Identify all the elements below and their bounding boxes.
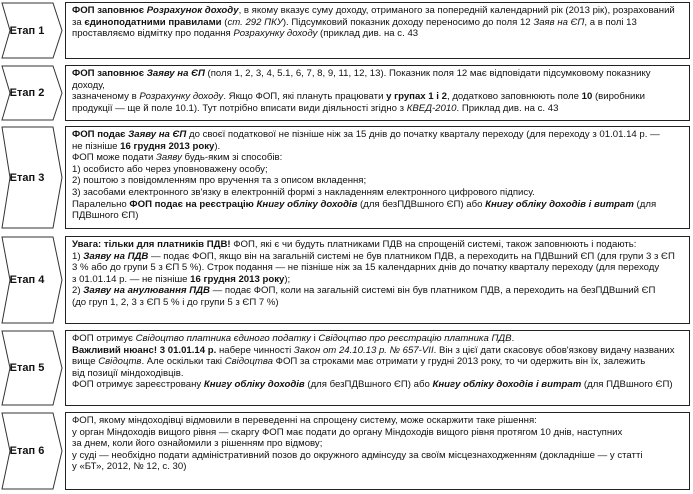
stage-3-line bbox=[72, 164, 684, 176]
stage-6-line bbox=[72, 415, 684, 427]
stage-5 bbox=[1, 330, 691, 406]
stage-2-line bbox=[72, 91, 684, 103]
text-segment: будь-яким зі способів: bbox=[181, 152, 283, 164]
text-segment: Свідоцтва bbox=[224, 356, 274, 368]
stage-6 bbox=[1, 412, 691, 490]
text-segment: 1) особисто або через уповноважену особу; bbox=[72, 163, 268, 175]
stage-2-line bbox=[72, 103, 684, 115]
text-segment: (до груп 1, 2, 3 з ЄП 5 % і до групи 5 з ЄП 7 %) bbox=[72, 296, 279, 308]
stage-1-label: Етап 1 bbox=[9, 24, 45, 37]
text-segment: у орган Міндоходів вищого рівня — скаргу ФОП має подати до органу Міндоходів вищого рівня протягом 10 днів, наступних bbox=[72, 426, 623, 438]
stage-6-line bbox=[72, 438, 684, 450]
text-segment: Важливий нюанс! 3 01.01.14 р. bbox=[72, 344, 217, 356]
stage-1-arrow bbox=[1, 2, 63, 59]
text-segment: . Приклад див. на с. 43 bbox=[456, 102, 559, 114]
stage-3-line bbox=[72, 175, 684, 187]
text-segment: (для безПДВшного ЄП) або bbox=[304, 379, 433, 391]
stage-5-line bbox=[72, 379, 684, 391]
stage-3-line bbox=[72, 187, 684, 199]
text-segment: Свідоцтво платника єдиного податку bbox=[135, 333, 311, 344]
text-segment: ФОП, якому міндоходівці відмовили в переведенні на спрощену систему, може оскаржити таке рішення: bbox=[72, 415, 537, 426]
stage-4-line bbox=[72, 297, 684, 309]
text-segment: Книгу обліку доходів і витрат bbox=[432, 379, 582, 391]
text-segment: за днем, коли його ознайомили з рішенням про відмову; bbox=[72, 438, 323, 450]
text-segment: 16 грудня 2013 року bbox=[190, 273, 285, 285]
stage-1-line bbox=[72, 28, 684, 40]
text-segment: ( bbox=[221, 16, 228, 28]
text-segment: ст. 292 ПКУ bbox=[227, 16, 283, 28]
stage-6-line bbox=[72, 450, 684, 462]
text-segment: за bbox=[72, 16, 85, 28]
text-segment: (виробники bbox=[592, 91, 645, 103]
text-segment: у суді — необхідно подати адміністративний позов до окружного адмінсуду за своїм місцезнаходженням (докладніше — у статті bbox=[72, 449, 643, 461]
text-segment: ФОП подає bbox=[72, 129, 129, 140]
text-segment: , в якому вказує суму доходу, отриманого за попередній календарний рік (2013 рік), розрахований bbox=[238, 5, 675, 16]
text-segment: . bbox=[511, 333, 515, 344]
text-segment: 3) засобами електронного зв'язку в електронній формі з накладенням електронного цифрового підпису. bbox=[72, 186, 535, 198]
text-segment: 16 грудня 2013 року bbox=[120, 140, 215, 152]
stage-4-line bbox=[72, 251, 684, 263]
stage-6-line bbox=[72, 461, 684, 473]
text-segment: Заяву на ЄП bbox=[146, 68, 205, 79]
text-segment: Книгу обліку доходів bbox=[203, 379, 305, 391]
text-segment: від позиції міндоходівців. bbox=[72, 367, 184, 379]
text-segment: до своєї податкової не пізніше ніж за 15 днів до початку кварталу переходу (для переходу з 01.01.14 р. — bbox=[186, 129, 660, 140]
text-segment: ФОП, які є чи будуть платниками ПДВ на спрощеній системі, також заповнюють і подають: bbox=[230, 239, 637, 250]
text-segment: проставляємо відмітку про подання bbox=[72, 28, 234, 40]
text-segment: ФОП подає на реєстрацію bbox=[129, 198, 257, 210]
text-segment: 2) bbox=[72, 285, 84, 297]
stage-3-line bbox=[72, 141, 684, 153]
text-segment: Книгу обліку доходів bbox=[256, 198, 358, 210]
text-segment: Розрахунку доходу bbox=[139, 91, 224, 103]
text-segment: . Він з цієї дати скасовує обов'язкову видачу названих bbox=[433, 344, 675, 356]
stage-3-label: Етап 3 bbox=[9, 171, 45, 184]
text-segment: Заяву bbox=[156, 152, 182, 164]
stage-4-label: Етап 4 bbox=[9, 274, 45, 286]
stage-2-label: Етап 2 bbox=[9, 87, 45, 99]
stage-5-text bbox=[65, 330, 690, 406]
stage-4-line bbox=[72, 274, 684, 286]
text-segment: . Але оскільки такі bbox=[141, 356, 225, 368]
stage-6-text bbox=[65, 412, 690, 490]
text-segment: КВЕД-2010 bbox=[406, 102, 457, 114]
stage-4-line bbox=[72, 262, 684, 274]
text-segment: (для ПДВшного ЄП) bbox=[581, 379, 673, 391]
text-segment: 2) поштою з повідомленням про вручення та з описом вкладення; bbox=[72, 175, 367, 187]
stage-5-line bbox=[72, 368, 684, 380]
stage-4-line bbox=[72, 285, 684, 297]
text-segment: Свідоцтво про реєстрацію платника ПДВ bbox=[318, 333, 512, 344]
text-segment: продукції — ще й поле 10.1). Тут потрібно вписати види діяльності згідно з bbox=[72, 102, 407, 114]
text-segment: ФОП отримує bbox=[72, 333, 136, 344]
stage-5-line bbox=[72, 356, 684, 368]
text-segment: 1) bbox=[72, 250, 84, 262]
stage-3-line bbox=[72, 152, 684, 164]
text-segment: ФОП заповнює bbox=[72, 68, 147, 79]
text-segment: Розрахунок доходу bbox=[146, 5, 239, 16]
text-segment: Свідоцтв bbox=[98, 356, 142, 368]
text-segment: , додатково заповнюють поле bbox=[446, 91, 582, 103]
stage-5-label: Етап 5 bbox=[9, 362, 45, 374]
text-segment: Заяв на ЄП bbox=[533, 16, 585, 28]
stage-2-text bbox=[65, 65, 690, 121]
stage-3-line bbox=[72, 129, 684, 141]
stage-3-line bbox=[72, 199, 684, 222]
text-segment: — подає ФОП, якщо він на загальній системі не був платником ПДВ, а переходить на ПДВшний ЄП (для групи 3 з ЄП bbox=[148, 250, 675, 262]
text-segment: (для ПДВшного ЄП) bbox=[72, 198, 657, 222]
text-segment: Паралельно bbox=[72, 198, 130, 210]
stage-2-line bbox=[72, 68, 684, 91]
text-segment: Розрахунку доходу bbox=[233, 28, 318, 40]
text-segment: 10 bbox=[581, 91, 593, 103]
stage-6-arrow bbox=[1, 412, 63, 490]
text-segment: 3 % або до групи 5 з ЄП 5 %). Строк подання — не пізніше ніж за 15 календарних днів до початку кварталу переходу (для переходу bbox=[72, 262, 660, 274]
text-segment: Увага: тільки для платників ПДВ! bbox=[72, 239, 231, 250]
stage-4-line bbox=[72, 239, 684, 251]
stage-4-arrow bbox=[1, 236, 63, 324]
text-segment: , а в полі 13 bbox=[584, 16, 637, 28]
stage-3 bbox=[1, 126, 691, 229]
stage-4-text bbox=[65, 236, 690, 324]
text-segment: — подає ФОП, коли на загальній системі він був платником ПДВ, а переходить на безПДВшний ЄП bbox=[209, 285, 656, 297]
text-segment: у групах 1 і 2 bbox=[386, 91, 447, 103]
text-segment: зазначеному в bbox=[72, 91, 140, 103]
stage-2-arrow bbox=[1, 65, 63, 121]
text-segment: і bbox=[310, 333, 319, 344]
text-segment: Книгу обліку доходів і витрат bbox=[485, 198, 634, 210]
text-segment: з 01.01.14 р. — не пізніше bbox=[72, 273, 191, 285]
text-segment: . Якщо ФОП, які плануть працювати bbox=[223, 91, 387, 103]
text-segment: Заяву на ПДВ bbox=[83, 250, 149, 262]
stage-3-text bbox=[65, 126, 690, 229]
text-segment: Заяву на ЄП bbox=[128, 129, 187, 140]
stage-5-line bbox=[72, 345, 684, 357]
stage-3-arrow bbox=[1, 126, 63, 229]
text-segment: ФОП може подати bbox=[72, 152, 157, 164]
text-segment: ФОП отримує зареєстровану bbox=[72, 379, 204, 391]
text-segment: (для безПДВшного ЄП) або bbox=[357, 198, 486, 210]
text-segment: у «БТ», 2012, № 12, с. 30) bbox=[72, 461, 187, 473]
stage-1 bbox=[1, 2, 691, 59]
text-segment: Заяву на анулювання ПДВ bbox=[83, 285, 210, 297]
text-segment: ). Підсумковий показник доходу переносимо до поля 12 bbox=[282, 16, 534, 28]
text-segment: набере чинності bbox=[216, 344, 294, 356]
stage-1-line bbox=[72, 5, 684, 17]
text-segment: ). bbox=[214, 140, 221, 152]
text-segment: не пізніше bbox=[72, 140, 121, 152]
text-segment: ФОП за строками має отримати у грудні 2013 року, то чи одержить він їх, залежить bbox=[273, 356, 646, 368]
stage-6-label: Етап 6 bbox=[9, 445, 45, 457]
stage-4 bbox=[1, 236, 691, 324]
stage-5-arrow bbox=[1, 330, 63, 406]
stage-1-line bbox=[72, 17, 684, 29]
text-segment: (приклад див. на с. 43 bbox=[317, 28, 419, 40]
text-segment: вище bbox=[72, 356, 99, 368]
text-segment: (поля 1, 2, 3, 4, 5.1, 6, 7, 8, 9, 11, 12, 13). Показник поля 12 має відповідати підсумковому показнику доходу, bbox=[72, 68, 651, 91]
text-segment: Закон от 24.10.13 р. № 657-VII bbox=[293, 344, 434, 356]
text-segment: єдиноподатними правилами bbox=[84, 16, 222, 28]
stage-5-line bbox=[72, 333, 684, 345]
text-segment: ); bbox=[284, 273, 291, 285]
stage-1-text bbox=[65, 2, 690, 59]
stage-6-line bbox=[72, 427, 684, 439]
stage-2 bbox=[1, 65, 691, 121]
text-segment: ФОП заповнює bbox=[72, 5, 147, 16]
